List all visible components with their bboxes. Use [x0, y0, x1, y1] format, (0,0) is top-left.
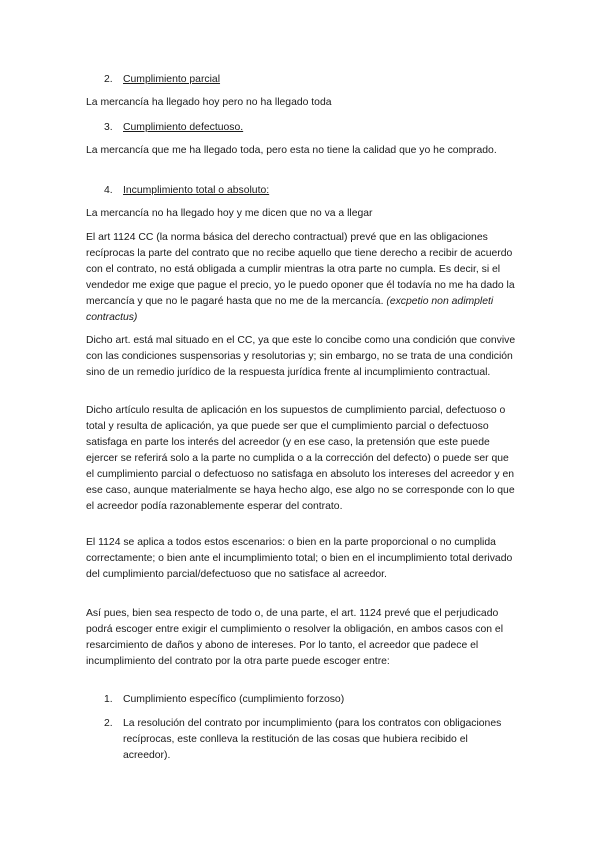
list-item-defective — [104, 120, 516, 136]
paragraph-art1124 — [86, 230, 516, 326]
paragraph-scenarios: El 1124 se aplica a todos estos escenarios: o bien en la parte proporcional o no cumplida correctamente; o bien ante el incumplimiento total; o bien en el incumplimiento total derivado del cumplimiento parcial/defectuoso que no satisface al acreedor. — [86, 537, 513, 580]
list-item-specific — [104, 692, 516, 708]
art1124-text: El art 1124 CC (la norma básica del derecho contractual) prevé que en las obligaciones recíprocas la parte del contrato que no recibe aquello que tiene derecho a recibir de acuerdo con el contrato, no está obligada a cumplir mientras la otra parte no cumpla. Es decir, si el vendedor me exige que pague el precio, yo le puedo oponer que él todavía no me ha dado la mercancía y que no le pagaré hasta que no me de la mercancía. — [86, 232, 515, 307]
list-number: 4. — [104, 185, 113, 196]
list-item-resolution — [104, 716, 516, 764]
list-item-partial — [104, 72, 516, 88]
list-text: La resolución del contrato por incumplimiento (para los contratos con obligaciones recíprocas, este conlleva la restitución de las cosas que hubiera recibido el acreedor). — [123, 718, 502, 761]
paragraph-partial: La mercancía ha llegado hoy pero no ha llegado toda — [86, 97, 332, 108]
list-number: 1. — [104, 694, 113, 705]
paragraph-choice: Así pues, bien sea respecto de todo o, de una parte, el art. 1124 prevé que el perjudicado podrá escoger entre exigir el cumplimiento o resolver la obligación, en ambos casos con el resarcimiento de daños y abono de intereses. Por lo tanto, el acreedor que padece el incumplimiento del contrato por la otra parte puede escoger entre: — [86, 608, 504, 667]
paragraph-defective: La mercancía que me ha llegado toda, pero esta no tiene la calidad que yo he comprado. — [86, 145, 497, 156]
paragraph-total: La mercancía no ha llegado hoy y me dicen que no va a llegar — [86, 208, 373, 219]
list-heading: Incumplimiento total o absoluto: — [123, 185, 270, 196]
list-text: Cumplimiento específico (cumplimiento forzoso) — [123, 694, 345, 705]
list-heading: Cumplimiento parcial — [123, 74, 221, 85]
list-number: 2. — [104, 74, 113, 85]
latin-maxim: (excpetio non adimpleti contractus) — [86, 296, 494, 323]
list-number: 3. — [104, 122, 113, 133]
paragraph-situated: Dicho art. está mal situado en el CC, ya que este lo concibe como una condición que convive con las condiciones suspensorias y resolutorias y; sin embargo, no se trata de una condición sino de un remedio jurídico de la respuesta jurídica frente al incumplimiento contractual. — [86, 335, 516, 378]
list-item-total — [104, 183, 516, 199]
list-heading: Cumplimiento defectuoso. — [123, 122, 244, 133]
paragraph-application: Dicho artículo resulta de aplicación en los supuestos de cumplimiento parcial, defectuoso o total y resulta de aplicación, ya que puede ser que el cumplimiento parcial o defectuoso satisfaga en parte los interés del acreedor (y en ese caso, la pretensión que este puede ejercer se referirá solo a la parte no cumplida o a la corrección del defecto) o puede ser que el cumplimiento parcial o defectuoso no satisfaga en absoluto los intereses del acreedor y en ese caso, aunque materialmente se haya hecho algo, ese algo no se corresponde con lo que el acreedor podía razonablemente esperar del contrato. — [86, 405, 515, 512]
list-number: 2. — [104, 718, 113, 729]
